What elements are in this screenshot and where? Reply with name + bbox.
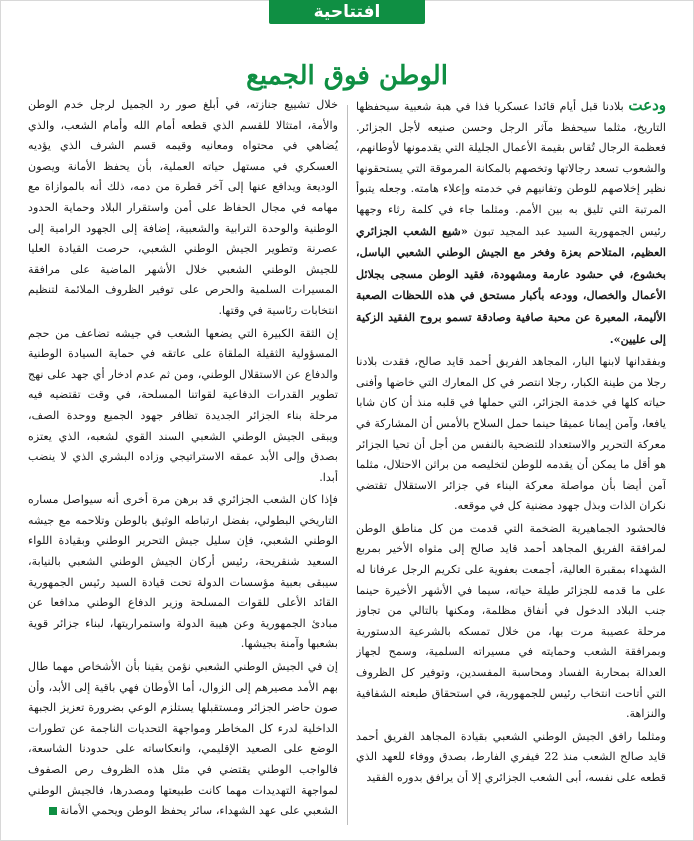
- paragraph-5: خلال تشييع جنازته، في أبلغ صور رد الجميل لرجل خدم الوطن والأمة، امتثالا للقسم الذي قطعه أمام الله وأمام الشعب، والذي يُضاهي في محتواه ومعانيه وقيمه قسم الشرف الذي يؤديه العسكري في مستهل حياته العملية، بأن يحفظ الأمانة ويصون الوديعة ويدافع عنها إلى آخر قطرة من دمه، ذلك أنه بالموازاة مع مهامه في مجال الحفاظ على أمن واستقرار البلاد وحماية الحدود الوطنية والوحدة الترابية والشعبية، إضافة إلى الجهود الرامية إلى عصرنة وتطوير الجيش الوطني الشعبي، حرصت القيادة العليا للجيش الوطني الشعبي خلال الأشهر الماضية على مرافقة المسيرات السلمية والحرص على توفير الظروف الملائمة لتنظيم انتخابات رئاسية في وقتها.: [28, 98, 338, 317]
- paragraph-8: [28, 657, 338, 822]
- paragraph-3: فالحشود الجماهيرية الضخمة التي قدمت من كل مناطق الوطن لمرافقة الفريق المجاهد أحمد قايد صالح إلى مثواه الأخير بمربع الشهداء بمقبرة العالية، أجمعت بعفوية على تكريم الرجل عرفانا له على ما قدمه للجزائر طيلة حياته، سيما في الأشهر الأخيرة حينما جنب البلاد الدخول في أنفاق مظلمة، ومكنها بالتالي من تجاوز مرحلة عصيبة مرت بها، من خلال تمسكه بالشرعية الدستورية وبمرافقة الشعب وحمايته في مسيراته السلمية، وسمح لجهاز العدالة بمحاربة الفساد ومحاسبة المفسدين، وتوفير كل الظروف التي أتاحت انتخاب رئيس للجمهورية، في استحقاق طبعته الشفافية والنزاهة.: [356, 521, 666, 721]
- headline: الوطن فوق الجميع: [246, 61, 448, 91]
- paragraph-1-text: بلادنا قبل أيام قائدا عسكريا فذا في هبة شعبية سيحفظها التاريخ، مثلما سيحفظ مآثر الرجل وحسن صنيعه لأجل الجزائر. فعظمة الرجال تُقاس بقيمة الأعمال الجليلة التي يقدمونها لأوطانهم، والشعوب تسعد رجالاتها وتخصهم بالمكانة المرموقة التي يستحقونها نظير إخلاصهم للوطن وتفانيهم في خدمته وإعلاء هامته. وجعله يتبوأ المرتبة التي تليق به بين الأمم. ومثلما جاء في كلمة رثاء وجهها رئيس الجمهورية السيد عبد المجيد تبون: [356, 100, 666, 238]
- column-divider: [347, 105, 348, 825]
- president-quote: «شيع الشعب الجزائري العظيم، المتلاحم بعزة وفخر مع الجيش الوطني الشعبي الباسل، بخشوع، في حشود عارمة ومشهودة، فقيد الوطن مسجى بجلائل الأعمال والخصال، وودعه بأكبار مستحق في هذه اللحظات الصعبة الأليمة، المعبرة عن محبة صافية وصادقة تسمو بروح الفقيد الزكية إلى عليين».: [356, 223, 666, 346]
- article-body: [28, 95, 666, 830]
- closing-text: إن في الجيش الوطني الشعبي نؤمن يقينا بأن الأشخاص مهما طال بهم الأمد مصيرهم إلى الزوال، أما الأوطان فهي باقية إلى الأبد، وأن صون حاضر الجزائر ومستقبلها يستلزم الوعي بضرورة تعزيز الجبهة الداخلية لدرء كل المخاطر ومواجهة التحديات الناجمة عن تطورات الوضع على الصعيد الإقليمي، وانعكاساته على حدودنا الشاسعة، فالواجب الوطني يقتضي في مثل هذه الظروف رص الصفوف لمواجهة التهديدات مهما كانت طبيعتها ومصدرها، فالجيش الوطني الشعبي على عهد الشهداء، سائر يحفظ الوطن ويحمي الأمانة: [28, 660, 338, 818]
- end-mark-icon: [49, 807, 57, 815]
- paragraph-4: ومثلما رافق الجيش الوطني الشعبي بقيادة المجاهد الفريق أحمد قايد صالح الشعب منذ 22 فيفري الفارط، بصدق ووفاء للعهد الذي قطعه على نفسه، أبى الشعب الجزائري إلا أن يرافق بدوره الفقيد: [356, 729, 666, 784]
- paragraph-1: [356, 95, 666, 350]
- right-column: [356, 95, 666, 830]
- paragraph-6: إن الثقة الكبيرة التي يضعها الشعب في جيشه تضاعف من حجم المسؤولية الثقيلة الملقاة على عاتقه في حماية السيادة الوطنية والدفاع عن الاستقلال الوطني، ومن ثم عدم ادخار أي جهد على نهج تطوير القدرات الدفاعية لقواتنا المسلحة، في وقت تقتضيه فيه مرحلة بناء الجزائر الجديدة تظافر جهود الجميع ووحدة الصف، ويبقى الجيش الوطني الشعبي السند القوي لشعبه، الذي يعتزه بصدق وإلى الأبد عمقه الاستراتيجي وزاده البشري الذي لا ينضب أبدا.: [28, 326, 338, 484]
- paragraph-7: فإذا كان الشعب الجزائري قد برهن مرة أخرى أنه سيواصل مساره التاريخي البطولي، بفضل ارتباطه الوثيق بالوطن وتلاحمه مع جيشه الوطني الشعبي، فإن سليل جيش التحرير الوطني وبقيادة اللواء السعيد شنقريحة، رئيس أركان الجيش الوطني الشعبي بالنيابة، سيبقى بعبية مؤسسات الدولة تحت قيادة السيد رئيس الجمهورية القائد الأعلى للقوات المسلحة وزير الدفاع الوطني مدافعا عن مبادئ الجمهورية وعن هيبة الدولة واستمراريتها، لبناء جزائر قوية بشعبها وآمنة بجيشها.: [28, 493, 338, 651]
- left-column: [28, 95, 338, 830]
- section-tag: افتتاحية: [269, 0, 425, 24]
- lead-word: ودعت: [628, 96, 666, 114]
- paragraph-2: وبفقدانها لابنها البار، المجاهد الفريق أحمد قايد صالح، فقدت بلادنا رجلا من طينة الكبار، رجلا انتصر في كل المعارك التي خاضها وأفنى حياته كلها في خدمة الجزائر، التي حملها في قلبه منذ أن كان شابا يافعا، وآمن إيمانا عميقا حينما حمل السلاح بالأمس أن المشاركة في معركة التحرير والاستعداد للتضحية بالنفس من أجل أن تحيا الجزائر هو أقل ما يمكن أن يقدمه للوطن لتخليصه من براثن الاحتلال، مثلما آمن أيضا بأن مواصلة معركة البناء في جزائر الاستقلال تقتضي نكران الذات وبذل جهود مضنية كل في موقعه.: [356, 355, 666, 513]
